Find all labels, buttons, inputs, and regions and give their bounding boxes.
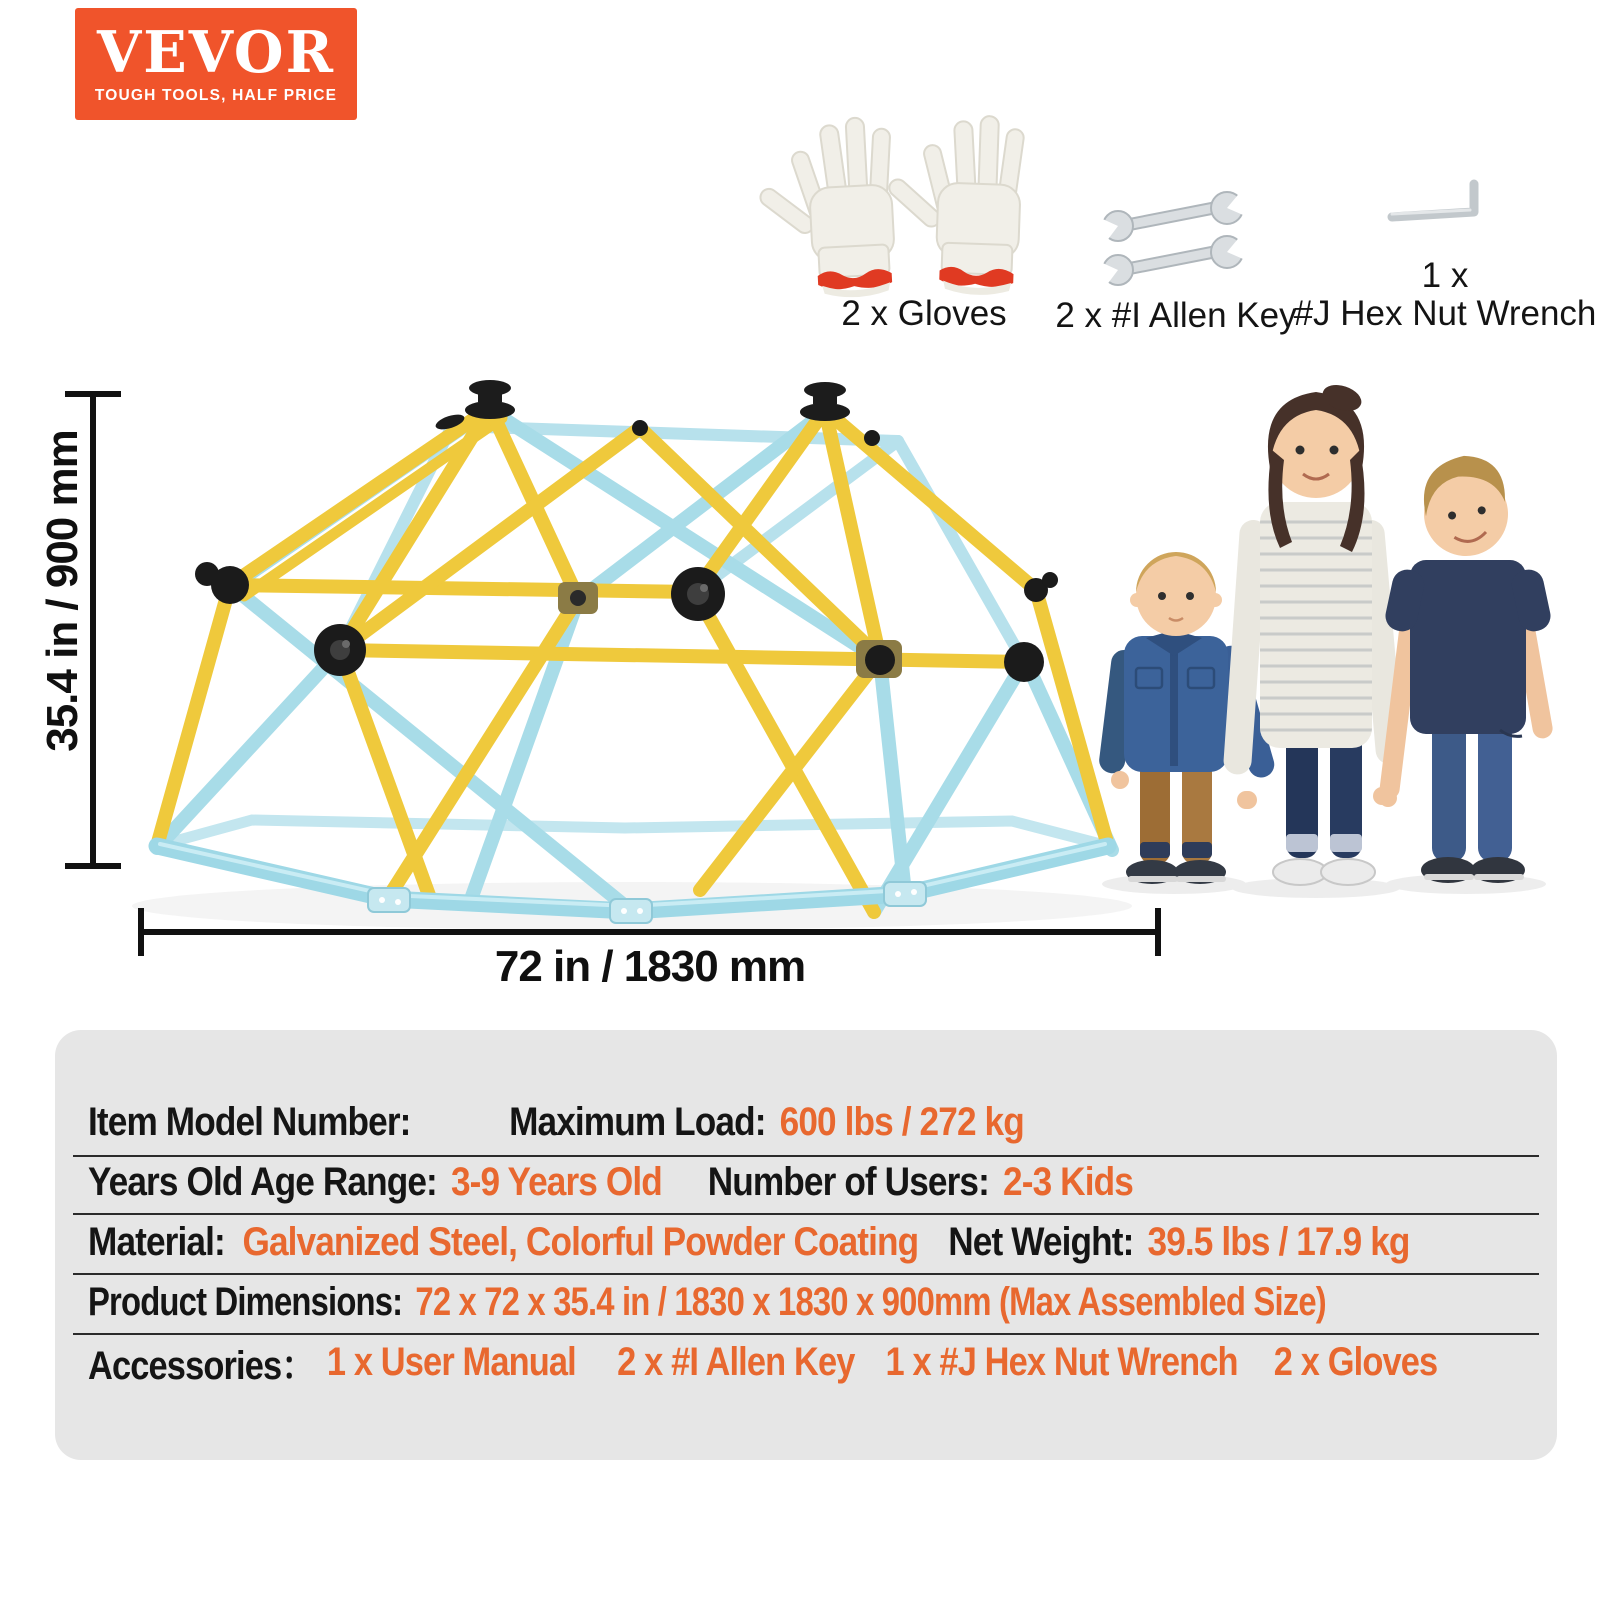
spec-value: 1 x User Manual (326, 1339, 576, 1384)
spec-label: Material: (88, 1219, 225, 1264)
spec-value: 39.5 lbs / 17.9 kg (1147, 1219, 1410, 1264)
gloves-image (753, 113, 1025, 302)
spec-value: 2-3 Kids (1003, 1159, 1133, 1204)
spec-row-model-load (88, 1099, 1372, 1145)
spec-label: Accessories： (88, 1343, 315, 1388)
spec-row-dimensions (88, 1279, 1326, 1325)
vevor-logo-text: VEVOR (97, 18, 335, 86)
allen-key-label: 2 x #I Allen Key (1055, 296, 1297, 335)
vevor-logo-tagline: TOUGH TOOLS, HALF PRICE (94, 86, 338, 104)
hex-wrench-label: #J Hex Nut Wrench (1293, 294, 1597, 333)
spec-value: 3-9 Years Old (450, 1159, 662, 1204)
spec-row-accessories (88, 1339, 1438, 1388)
child-photo-girl (1223, 380, 1405, 898)
spec-value: 2 x Gloves (1273, 1339, 1438, 1384)
spec-row-age-users (88, 1159, 1372, 1205)
spec-label: Product Dimensions: (88, 1279, 403, 1324)
spec-value: 2 x #I Allen Key (617, 1339, 855, 1384)
vevor-logo (75, 8, 357, 120)
gloves-label: 2 x Gloves (841, 294, 1007, 333)
spec-label: Item Model Number: (88, 1099, 411, 1144)
spec-divider (73, 1273, 1539, 1275)
child-photo-boy (1379, 452, 1555, 894)
hex-wrench-qty-label: 1 x (1421, 256, 1469, 295)
height-dimension-label: 35.4 in / 900 mm (38, 430, 87, 752)
spec-label: Number of Users: (707, 1159, 989, 1204)
spec-label: Years Old Age Range: (88, 1159, 437, 1204)
spec-divider (73, 1213, 1539, 1215)
allen-key-image (1096, 190, 1250, 286)
spec-row-material-weight (88, 1219, 1410, 1265)
spec-value: 1 x #J Hex Nut Wrench (885, 1339, 1238, 1384)
width-dimension-label: 72 in / 1830 mm (494, 942, 806, 991)
spec-panel (55, 1030, 1557, 1460)
spec-label: Net Weight: (948, 1219, 1134, 1264)
hex-nut-wrench-image (1392, 184, 1474, 217)
spec-value: Galvanized Steel, Colorful Powder Coating (242, 1219, 919, 1264)
spec-label: Maximum Load: (509, 1099, 766, 1144)
spec-value: 600 lbs / 272 kg (779, 1099, 1024, 1144)
spec-divider (73, 1155, 1539, 1157)
climbing-dome-illustration (132, 380, 1132, 930)
spec-value: 72 x 72 x 35.4 in / 1830 x 1830 x 900mm (Max Assembled Size) (415, 1279, 1326, 1324)
